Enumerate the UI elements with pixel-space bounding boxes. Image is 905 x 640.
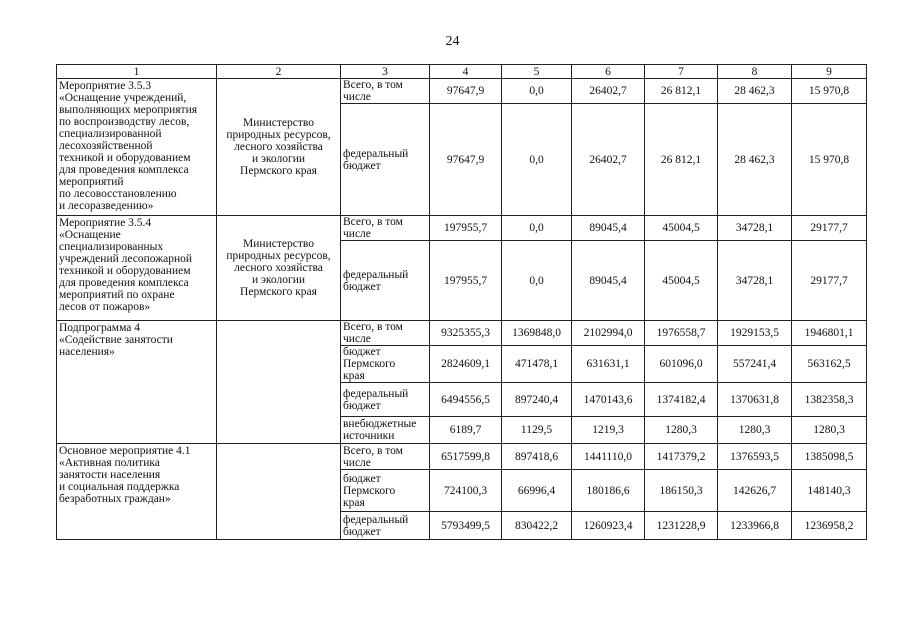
amount-cell: 2824609,1 <box>430 346 502 383</box>
amount-cell: 9325355,3 <box>430 321 502 346</box>
funding-source-cell <box>341 79 430 104</box>
amount-cell: 1382358,3 <box>792 383 867 417</box>
column-header: 6 <box>572 65 645 79</box>
amount-cell: 1236958,2 <box>792 512 867 540</box>
funding-source-line: источники <box>343 430 395 442</box>
executor-line: и экологии <box>251 153 306 165</box>
event-name-line: лесов от пожаров» <box>59 301 151 313</box>
amount-cell: 0,0 <box>502 79 572 104</box>
funding-source-line: края <box>343 496 365 509</box>
table-row <box>57 216 867 241</box>
amount-cell: 28 462,3 <box>718 104 792 216</box>
event-name-line: специализированной <box>59 128 162 140</box>
amount-cell: 1233966,8 <box>718 512 792 540</box>
funding-source-cell <box>341 470 430 512</box>
amount-cell: 26402,7 <box>572 79 645 104</box>
amount-cell: 89045,4 <box>572 216 645 241</box>
table-body <box>57 79 867 540</box>
amount-cell: 29177,7 <box>792 241 867 321</box>
amount-cell: 45004,5 <box>645 241 718 321</box>
column-header: 9 <box>792 65 867 79</box>
executor-line: и экологии <box>251 274 306 286</box>
amount-cell: 631631,1 <box>572 346 645 383</box>
amount-cell: 1417379,2 <box>645 444 718 470</box>
executor-cell <box>217 321 341 444</box>
event-name-line: населения» <box>59 346 115 358</box>
funding-source-line: Всего, в том <box>343 216 403 228</box>
header-row <box>57 65 867 79</box>
amount-cell: 897418,6 <box>502 444 572 470</box>
funding-source-line: Пермского <box>343 358 396 370</box>
funding-source-line: числе <box>343 228 371 240</box>
amount-cell: 1946801,1 <box>792 321 867 346</box>
amount-cell: 34728,1 <box>718 241 792 321</box>
amount-cell: 1219,3 <box>572 417 645 444</box>
amount-cell: 89045,4 <box>572 241 645 321</box>
amount-cell: 563162,5 <box>792 346 867 383</box>
amount-cell: 1441110,0 <box>572 444 645 470</box>
amount-cell: 28 462,3 <box>718 79 792 104</box>
event-name-line: «Оснащение учреждений, <box>59 92 187 104</box>
executor-line: природных ресурсов, <box>226 129 331 141</box>
executor-line: Пермского края <box>240 165 317 177</box>
amount-cell: 1376593,5 <box>718 444 792 470</box>
funding-source-line: бюджет <box>343 346 381 358</box>
amount-cell: 0,0 <box>502 241 572 321</box>
amount-cell: 1374182,4 <box>645 383 718 417</box>
event-name-line: Мероприятие 3.5.3 <box>59 80 152 92</box>
amount-cell: 142626,7 <box>718 470 792 512</box>
event-name-cell <box>57 444 217 540</box>
amount-cell: 0,0 <box>502 216 572 241</box>
column-header: 2 <box>217 65 341 79</box>
event-name-cell <box>57 79 217 216</box>
funding-source-line: бюджет <box>343 472 381 485</box>
funding-source-cell <box>341 512 430 540</box>
event-name-line: мероприятий по охране <box>59 289 175 301</box>
event-name-line: занятости населения <box>59 469 161 481</box>
amount-cell: 557241,4 <box>718 346 792 383</box>
amount-cell: 180186,6 <box>572 470 645 512</box>
amount-cell: 1470143,6 <box>572 383 645 417</box>
amount-cell: 1231228,9 <box>645 512 718 540</box>
table-row <box>57 321 867 346</box>
funding-source-line: бюджет <box>343 159 381 172</box>
executor-line: лесного хозяйства <box>234 262 323 274</box>
event-name-cell <box>57 216 217 321</box>
funding-source-line: Пермского <box>343 484 396 497</box>
event-name-line: учреждений лесопожарной <box>59 253 193 265</box>
amount-cell: 1976558,7 <box>645 321 718 346</box>
page-number: 24 <box>445 34 460 49</box>
column-header: 3 <box>341 65 430 79</box>
executor-cell <box>217 216 341 321</box>
amount-cell: 471478,1 <box>502 346 572 383</box>
funding-source-line: Всего, в том <box>343 321 403 333</box>
event-name-line: Подпрограмма 4 <box>59 322 141 334</box>
column-header: 4 <box>430 65 502 79</box>
column-header: 1 <box>57 65 217 79</box>
executor-line: Министерство <box>243 238 314 250</box>
funding-source-cell <box>341 216 430 241</box>
funding-source-line: Всего, в том <box>343 444 403 457</box>
event-name-line: для проведения комплекса <box>59 164 189 176</box>
amount-cell: 1280,3 <box>792 417 867 444</box>
funding-source-cell <box>341 444 430 470</box>
event-name-line: для проведения комплекса <box>59 277 189 289</box>
event-name-line: безработных граждан» <box>59 493 171 505</box>
amount-cell: 1385098,5 <box>792 444 867 470</box>
event-name-line: специализированных <box>59 241 164 253</box>
amount-cell: 26 812,1 <box>645 79 718 104</box>
funding-source-cell <box>341 104 430 216</box>
amount-cell: 830422,2 <box>502 512 572 540</box>
amount-cell: 97647,9 <box>430 79 502 104</box>
event-name-cell <box>57 321 217 444</box>
amount-cell: 1369848,0 <box>502 321 572 346</box>
table-row <box>57 79 867 104</box>
funding-source-cell <box>341 417 430 444</box>
amount-cell: 26 812,1 <box>645 104 718 216</box>
funding-source-line: бюджет <box>343 280 381 293</box>
event-name-line: и лесоразведению» <box>59 200 154 212</box>
funding-source-line: числе <box>343 333 371 345</box>
funding-source-cell <box>341 241 430 321</box>
amount-cell: 724100,3 <box>430 470 502 512</box>
executor-line: природных ресурсов, <box>226 250 331 262</box>
amount-cell: 2102994,0 <box>572 321 645 346</box>
amount-cell: 26402,7 <box>572 104 645 216</box>
funding-source-line: федеральный <box>343 268 409 281</box>
executor-cell <box>217 79 341 216</box>
amount-cell: 186150,3 <box>645 470 718 512</box>
amount-cell: 1260923,4 <box>572 512 645 540</box>
funding-source-cell <box>341 346 430 383</box>
funding-source-line: Всего, в том <box>343 79 403 91</box>
funding-source-line: числе <box>343 456 371 469</box>
event-name-line: по воспроизводству лесов, <box>59 116 190 128</box>
executor-line: лесного хозяйства <box>234 141 323 153</box>
executor-line: Министерство <box>243 117 314 129</box>
column-header: 5 <box>502 65 572 79</box>
amount-cell: 6517599,8 <box>430 444 502 470</box>
funding-source-line: числе <box>343 91 371 103</box>
funding-source-line: бюджет <box>343 525 381 538</box>
event-name-line: «Содействие занятости <box>59 334 173 346</box>
event-name-line: техникой и оборудованием <box>59 152 191 164</box>
amount-cell: 6494556,5 <box>430 383 502 417</box>
event-name-line: Основное мероприятие 4.1 <box>59 445 191 457</box>
funding-source-line: бюджет <box>343 399 381 412</box>
amount-cell: 148140,3 <box>792 470 867 512</box>
event-name-line: «Активная политика <box>59 457 160 469</box>
amount-cell: 897240,4 <box>502 383 572 417</box>
amount-cell: 66996,4 <box>502 470 572 512</box>
amount-cell: 34728,1 <box>718 216 792 241</box>
event-name-line: по лесовосстановлению <box>59 188 177 200</box>
amount-cell: 197955,7 <box>430 241 502 321</box>
executor-line: Пермского края <box>240 286 317 298</box>
column-header: 8 <box>718 65 792 79</box>
amount-cell: 6189,7 <box>430 417 502 444</box>
table-row <box>57 444 867 470</box>
amount-cell: 1280,3 <box>718 417 792 444</box>
budget-table <box>56 64 867 540</box>
amount-cell: 45004,5 <box>645 216 718 241</box>
event-name-line: техникой и оборудованием <box>59 265 191 277</box>
amount-cell: 97647,9 <box>430 104 502 216</box>
event-name-line: выполняющих мероприятия <box>59 104 198 116</box>
funding-source-line: внебюджетные <box>343 418 417 430</box>
funding-source-cell <box>341 383 430 417</box>
funding-source-line: края <box>343 370 365 382</box>
amount-cell: 1929153,5 <box>718 321 792 346</box>
event-name-line: и социальная поддержка <box>59 481 180 493</box>
amount-cell: 29177,7 <box>792 216 867 241</box>
amount-cell: 197955,7 <box>430 216 502 241</box>
amount-cell: 1370631,8 <box>718 383 792 417</box>
amount-cell: 0,0 <box>502 104 572 216</box>
funding-source-line: федеральный <box>343 387 409 400</box>
amount-cell: 1129,5 <box>502 417 572 444</box>
amount-cell: 1280,3 <box>645 417 718 444</box>
column-header: 7 <box>645 65 718 79</box>
funding-source-line: федеральный <box>343 513 409 526</box>
event-name-line: мероприятий <box>59 176 124 188</box>
funding-source-cell <box>341 321 430 346</box>
funding-source-line: федеральный <box>343 147 409 160</box>
amount-cell: 15 970,8 <box>792 104 867 216</box>
executor-cell <box>217 444 341 540</box>
amount-cell: 5793499,5 <box>430 512 502 540</box>
event-name-line: «Оснащение <box>59 229 121 241</box>
event-name-line: Мероприятие 3.5.4 <box>59 217 152 229</box>
amount-cell: 601096,0 <box>645 346 718 383</box>
event-name-line: лесохозяйственной <box>59 140 153 152</box>
amount-cell: 15 970,8 <box>792 79 867 104</box>
